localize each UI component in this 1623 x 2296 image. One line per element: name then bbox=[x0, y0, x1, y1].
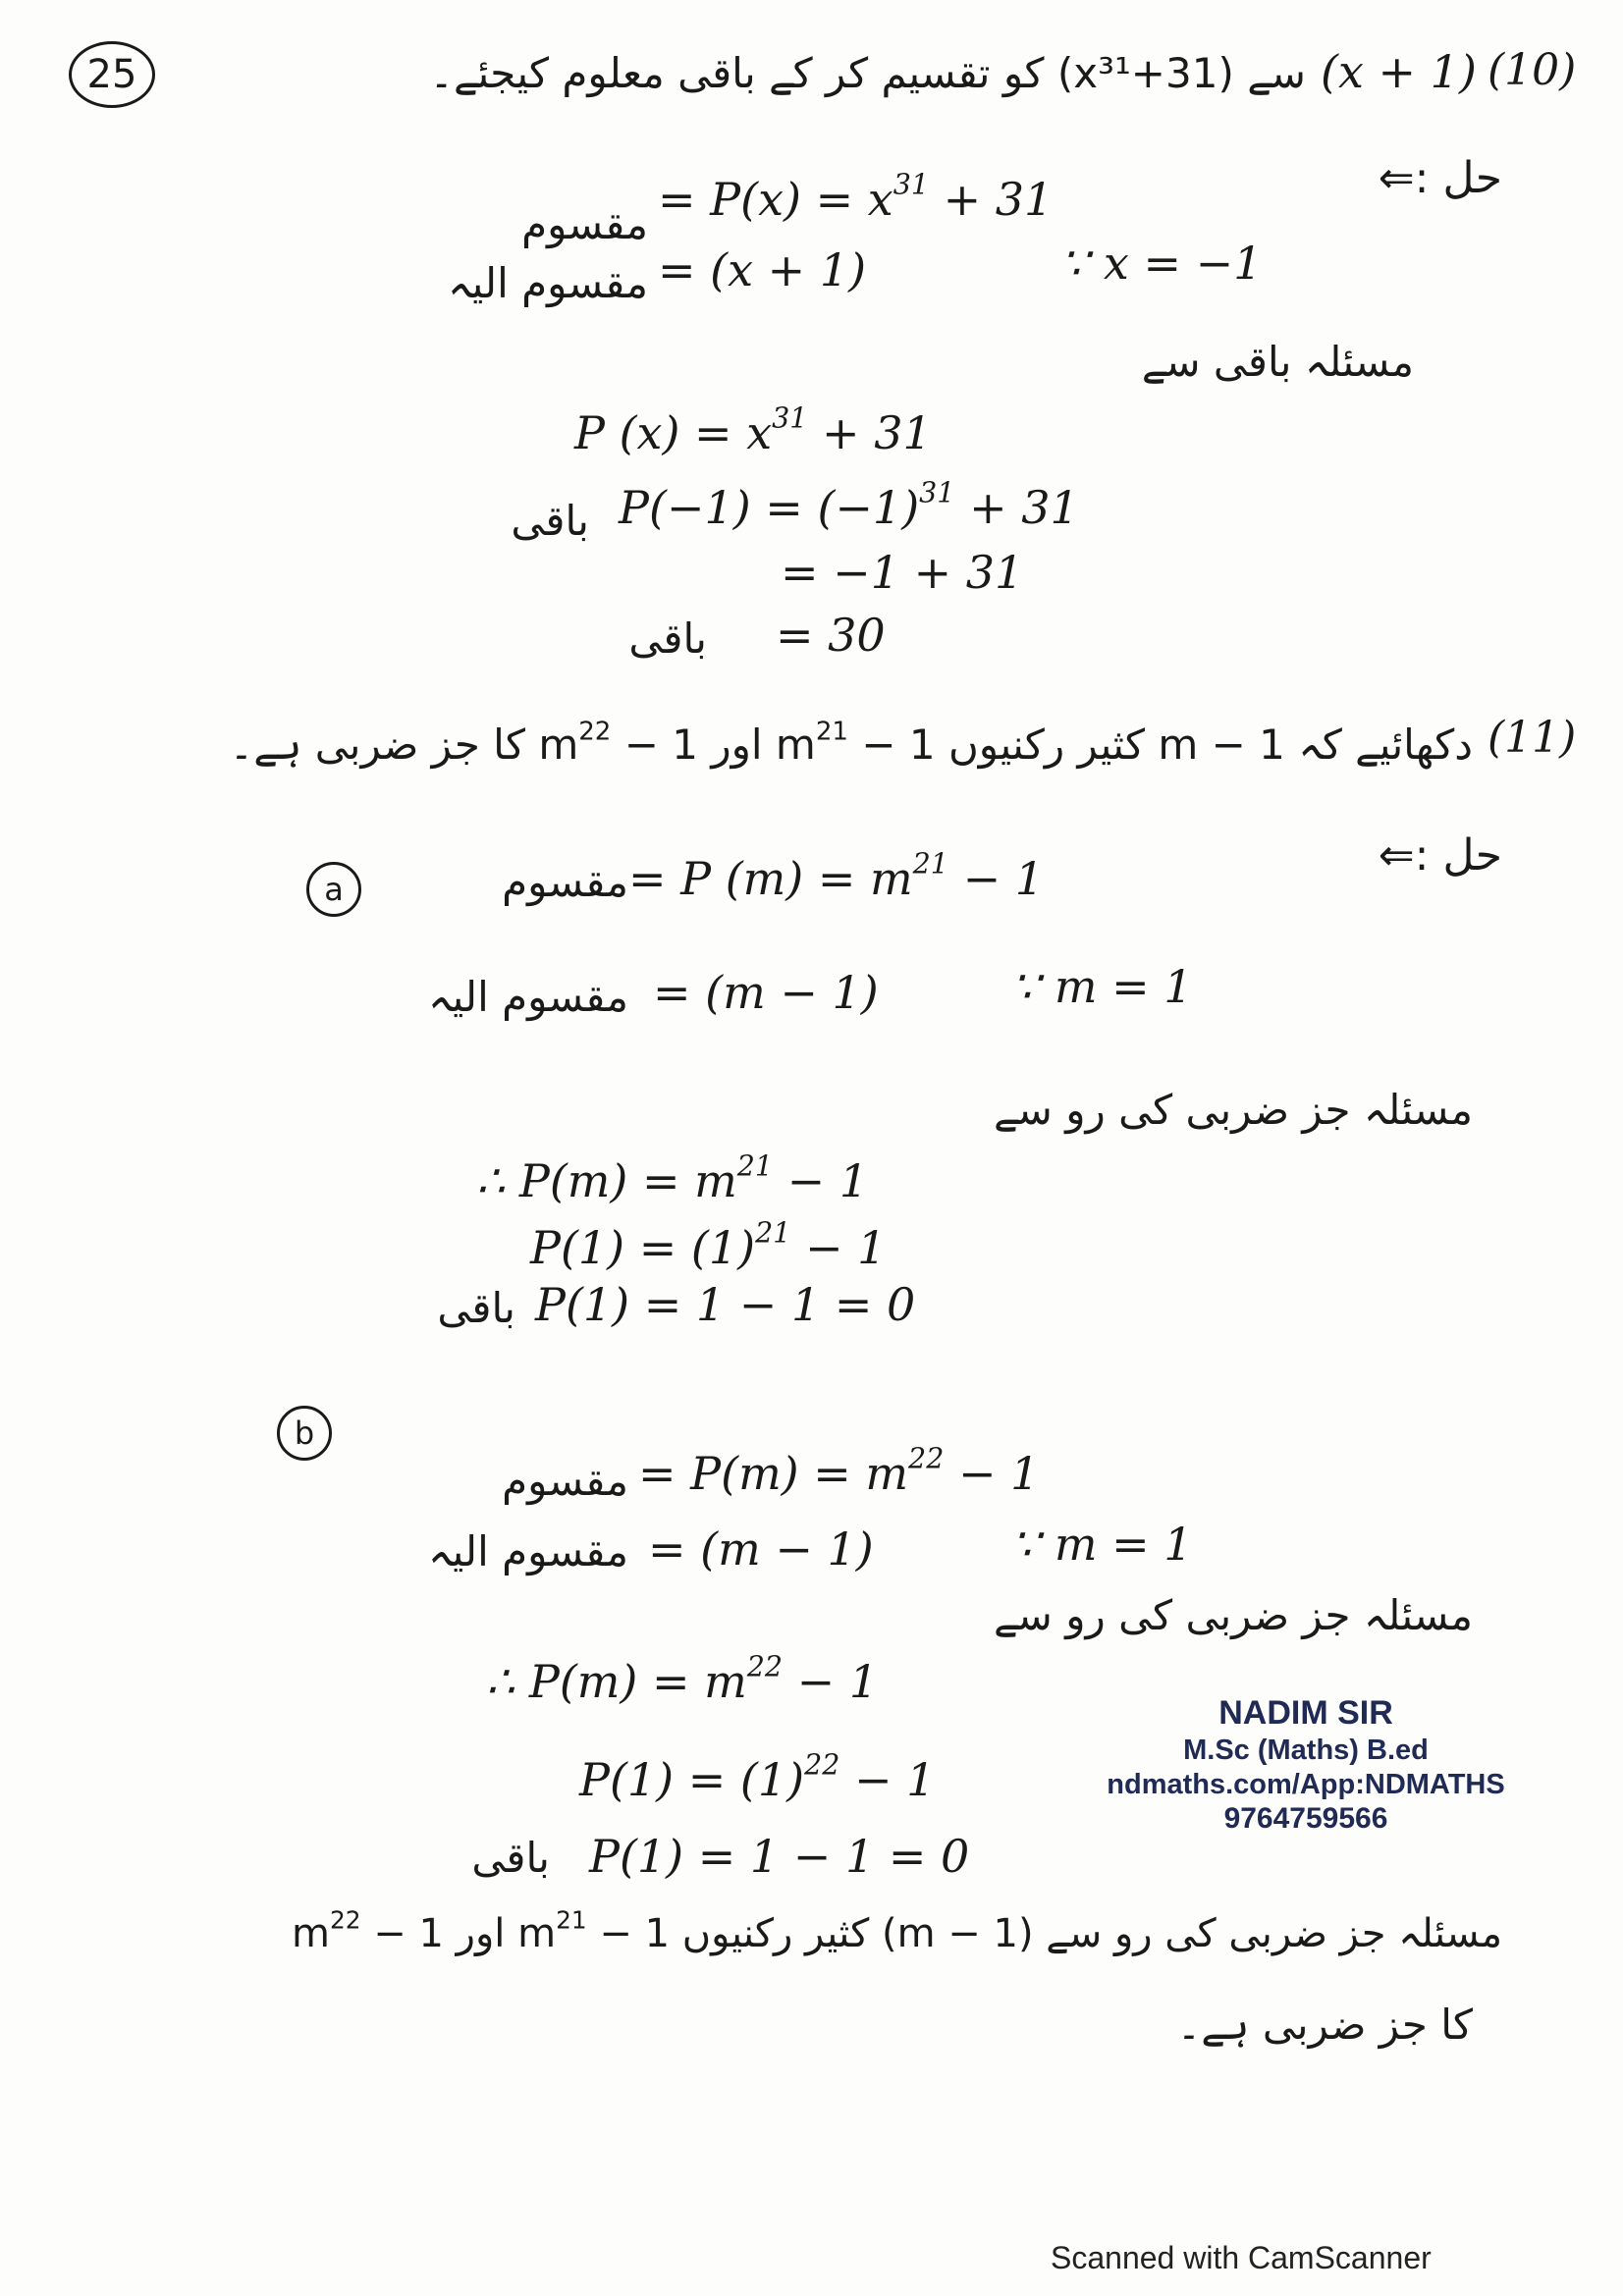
q10-heading-divisor: (x + 1) bbox=[1321, 45, 1477, 98]
q10-divisor-expr: = (x + 1) bbox=[658, 243, 867, 296]
q10-step1: P $(x) = x^{31} + 31$ bbox=[574, 401, 932, 459]
part-b-step3: P(1) = 1 − 1 = 0 bbox=[589, 1830, 970, 1883]
part-a-dividend-label: مقسوم bbox=[502, 858, 628, 906]
part-b-step3-label: باقی bbox=[471, 1834, 550, 1882]
q10-step2-label: باقی bbox=[511, 497, 589, 545]
q10-divisor-label: مقسوم الیہ bbox=[447, 259, 648, 307]
part-a-step3: P(1) = 1 − 1 = 0 bbox=[535, 1278, 916, 1331]
q10-step4: = 30 bbox=[776, 609, 886, 662]
q10-step4-label: باقی bbox=[628, 614, 707, 663]
watermark-phone: 9764759566 bbox=[1223, 1802, 1388, 1836]
q11-conclusion-line2: کا جز ضربی ہے۔ bbox=[1176, 2001, 1473, 2049]
part-b-step2: $P(1) = (1)^{22} - 1$ bbox=[579, 1748, 936, 1806]
part-a-step1: ∴ $P(m) = m^{21} - 1$ bbox=[476, 1149, 869, 1207]
part-a-condition: ∵ m = 1 bbox=[1011, 960, 1193, 1013]
q11-hal-label: حل :⇐ bbox=[1378, 830, 1502, 881]
q10-step3: = −1 + 31 bbox=[781, 546, 1024, 599]
part-a-divisor-expr: = (m − 1) bbox=[653, 966, 879, 1019]
q11-conclusion-line1: مسئلہ جز ضربی کی رو سے (m − 1) کثیر رکنیوں $m^{21} - 1$ اور $m^{22} - 1$ bbox=[292, 1905, 1502, 1956]
q10-hal-label: حل :⇐ bbox=[1378, 153, 1502, 203]
q11-heading-text: دکھائیے کہ m − 1 کثیر رکنیوں $m^{21} - 1$ اور $m^{22} - 1$ کا جز ضربی ہے۔ bbox=[229, 717, 1473, 769]
q10-theorem-note: مسئلہ باقی سے bbox=[1141, 338, 1414, 386]
watermark-degree: M.Sc (Maths) B.ed bbox=[1183, 1734, 1429, 1766]
part-b-divisor-expr: = (m − 1) bbox=[648, 1522, 874, 1575]
teacher-watermark bbox=[1100, 1693, 1512, 1837]
part-b-label: b bbox=[277, 1406, 332, 1461]
q10-dividend-label: مقسوم bbox=[521, 200, 648, 248]
q11-number: (11) bbox=[1488, 713, 1577, 763]
q10-dividend-expr: = $P(x) = x^{31} + 31$ bbox=[658, 168, 1054, 226]
part-a-divisor-label: مقسوم الیہ bbox=[427, 973, 628, 1021]
page-number: 25 bbox=[69, 41, 155, 108]
part-a-step3-label: باقی bbox=[437, 1284, 515, 1332]
q10-step2: $P(-1) = (-1)^{31} + 31$ bbox=[619, 476, 1079, 534]
part-b-dividend-expr: = $P(m) = m^{22} - 1$ bbox=[638, 1442, 1040, 1500]
watermark-name: NADIM SIR bbox=[1218, 1694, 1393, 1732]
part-a-theorem-note: مسئلہ جز ضربی کی رو سے bbox=[994, 1086, 1473, 1134]
part-b-theorem-note: مسئلہ جز ضربی کی رو سے bbox=[994, 1591, 1473, 1639]
scanner-footer: Scanned with CamScanner bbox=[1051, 2240, 1432, 2275]
q10-number: (10) bbox=[1488, 45, 1577, 95]
watermark-site: ndmaths.com/App:NDMATHS bbox=[1107, 1768, 1505, 1800]
part-b-condition: ∵ m = 1 bbox=[1011, 1518, 1193, 1571]
q10-heading-text: سے (x³¹+31) کو تقسیم کر کے باقی معلوم کیجئے۔ bbox=[429, 49, 1306, 97]
part-b-divisor-label: مقسوم الیہ bbox=[427, 1527, 628, 1575]
part-b-dividend-label: مقسوم bbox=[502, 1457, 628, 1505]
part-a-dividend-expr: = P $(m) = m^{21} - 1$ bbox=[628, 847, 1045, 905]
part-a-label: a bbox=[306, 862, 361, 917]
q10-condition: ∵ x = −1 bbox=[1060, 237, 1263, 290]
part-b-step1: ∴ $P(m) = m^{22} - 1$ bbox=[486, 1650, 879, 1708]
part-a-step2: $P(1) = (1)^{21} - 1$ bbox=[530, 1216, 887, 1274]
